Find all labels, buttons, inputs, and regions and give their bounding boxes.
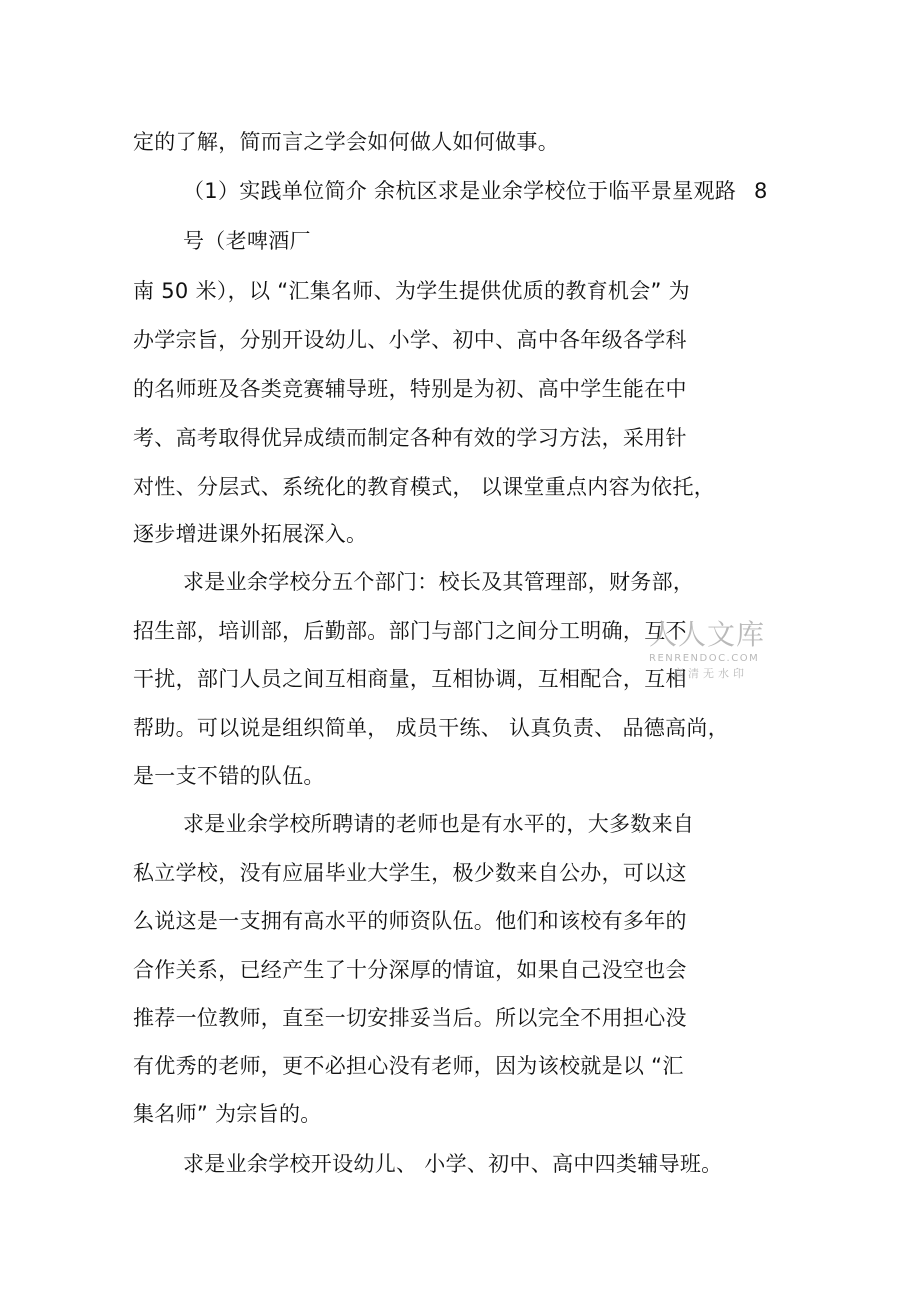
text-line: 求是业余学校所聘请的老师也是有水平的，大多数来自 <box>183 812 695 836</box>
text-line: 有优秀的老师，更不必担心没有老师，因为该校就是以 “汇 <box>133 1054 684 1078</box>
watermark <box>645 618 775 684</box>
text-line: （1）实践单位简介 余杭区求是业余学校位于临平景星观路 <box>183 179 737 203</box>
text-line: 合作关系，已经产生了十分深厚的情谊，如果自己没空也会 <box>133 958 687 982</box>
text-line: 南 50 米），以 “汇集名师、为学生提供优质的教育机会” 为 <box>133 279 690 303</box>
text-line: 办学宗旨，分别开设幼儿、小学、初中、高中各年级各学科 <box>133 328 687 352</box>
text-line: 逐步增进课外拓展深入。 <box>133 522 368 546</box>
watermark-subtitle: 高清无水印 <box>673 667 748 680</box>
text-line: 是一支不错的队伍。 <box>133 764 325 788</box>
text-line: 的名师班及各类竞赛辅导班，特别是为初、高中学生能在中 <box>133 377 687 401</box>
text-line: 私立学校，没有应届毕业大学生，极少数来自公办，可以这 <box>133 861 687 885</box>
text-line: 招生部，培训部，后勤部。部门与部门之间分工明确，互不 <box>133 619 687 643</box>
text-line: 干扰，部门人员之间互相商量，互相协调，互相配合，互相 <box>133 667 687 691</box>
text-line: 8 <box>754 179 768 203</box>
text-line: 号（老啤酒厂 <box>183 229 311 253</box>
text-line: 推荐一位教师，直至一切安排妥当后。所以完全不用担心没 <box>133 1006 687 1030</box>
text-line: 帮助。可以说是组织简单， 成员干练、 认真负责、 品德高尚， <box>133 716 730 740</box>
text-line: 求是业余学校开设幼儿、 小学、初中、高中四类辅导班。 <box>183 1152 723 1176</box>
watermark-title: 人人文库 <box>649 618 766 651</box>
text-line: 集名师” 为宗旨的。 <box>133 1102 322 1126</box>
text-line: 定的了解，简而言之学会如何做人如何做事。 <box>133 130 559 154</box>
watermark-domain: RENRENDOC.COM <box>649 653 760 664</box>
text-line: 考、高考取得优异成绩而制定各种有效的学习方法，采用针 <box>133 426 687 450</box>
text-line: 对性、分层式、系统化的教育模式， 以课堂重点内容为依托， <box>133 475 716 499</box>
text-line: 求是业余学校分五个部门：校长及其管理部，财务部， <box>183 570 695 594</box>
text-line: 么说这是一支拥有高水平的师资队伍。他们和该校有多年的 <box>133 909 687 933</box>
